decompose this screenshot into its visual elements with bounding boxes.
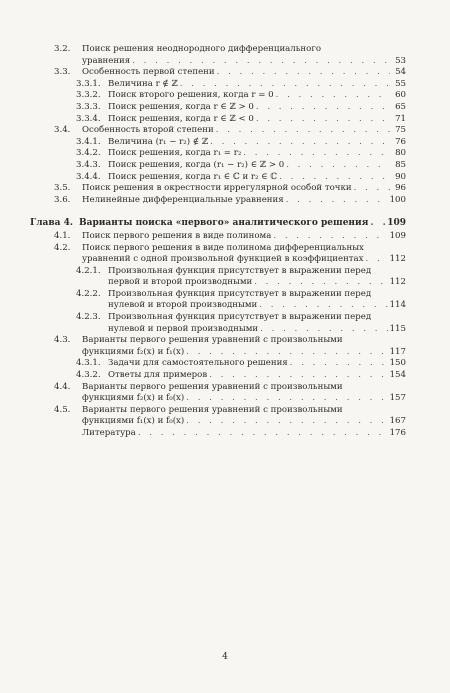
toc-entry-title-continued: первой и второй производными: [108, 277, 253, 288]
dot-leader: [370, 218, 385, 230]
toc-entry-number: 4.5.: [54, 404, 71, 415]
toc-entry-page: 117: [389, 346, 406, 357]
toc-entry-title: Литература: [82, 428, 136, 438]
page-number: 4: [222, 652, 228, 662]
dot-leader: [186, 416, 387, 428]
toc-entry-page: 100: [389, 194, 406, 205]
toc-entry-number: 3.4.2.: [76, 148, 101, 159]
toc-entry: [30, 67, 406, 79]
toc-entry: [30, 172, 406, 184]
toc-entry-page: 115: [389, 323, 406, 334]
toc-entry-number: 3.2.: [54, 44, 71, 54]
toc-entry: [30, 428, 406, 440]
table-of-contents: [30, 44, 406, 440]
dot-leader: [290, 358, 388, 370]
toc-entry: [30, 289, 406, 312]
dot-leader: [180, 79, 390, 91]
toc-entry-title: Особенность второй степени: [82, 125, 214, 136]
toc-entry-page: 54: [395, 67, 406, 78]
toc-entry-title: Величина r ∉ ℤ: [108, 78, 178, 89]
dot-leader: [243, 148, 390, 160]
toc-entry-number: 3.3.2.: [76, 90, 101, 101]
toc-entry-title: Ответы для примеров: [108, 370, 208, 381]
toc-entry-page: 167: [389, 416, 406, 427]
toc-entry-title: Поиск решения, когда r₁ = r₂: [108, 148, 242, 159]
toc-entry-page: 109: [387, 218, 406, 229]
toc-entry: [30, 125, 406, 137]
toc-entry: [30, 243, 406, 266]
toc-entry-number: Глава 4.: [30, 218, 74, 229]
toc-entry-title-continued: уравнений с одной произвольной функцией в коэффициентах: [82, 254, 364, 265]
dot-leader: [138, 428, 388, 440]
toc-entry-page: 80: [395, 148, 406, 159]
toc-entry: [30, 160, 406, 172]
toc-entry-page: 53: [395, 55, 406, 66]
toc-entry-title: Варианты первого решения уравнений с произвольными: [82, 381, 343, 392]
dot-leader: [217, 67, 390, 79]
toc-entry-title: Варианты поиска «первого» аналитического решения: [79, 218, 369, 229]
dot-leader: [186, 347, 387, 359]
toc-entry-title-continued: нулевой и второй производными: [108, 300, 258, 311]
toc-entry-number: 3.3.3.: [76, 101, 101, 112]
dot-leader: [260, 324, 387, 336]
toc-entry-page: 85: [395, 159, 406, 170]
toc-entry-title-continued: функциями f₂(x) и f₀(x): [82, 393, 185, 404]
dot-leader: [286, 160, 390, 172]
toc-entry: [30, 102, 406, 114]
dot-leader: [273, 231, 387, 243]
toc-entry-number: 4.3.1.: [76, 358, 101, 369]
toc-entry-page: 96: [395, 183, 406, 194]
toc-entry: [30, 79, 406, 91]
toc-entry-number: 3.4.4.: [76, 171, 101, 182]
dot-leader: [254, 277, 387, 289]
toc-entry-page: 112: [389, 277, 406, 288]
toc-entry-number: 4.3.: [54, 335, 71, 346]
toc-entry-page: 157: [389, 393, 406, 404]
toc-entry-number: 4.2.1.: [76, 265, 101, 276]
toc-entry: [30, 266, 406, 289]
toc-entry-page: 60: [395, 90, 406, 101]
toc-entry-number: 3.4.: [54, 125, 71, 136]
toc-entry-page: 55: [395, 78, 406, 89]
toc-entry-number: 4.2.2.: [76, 288, 101, 299]
toc-entry-title: Поиск второго решения, когда r = 0: [108, 90, 274, 101]
toc-entry-title: Произвольная функция присутствует в выражении перед: [108, 288, 372, 299]
toc-entry: [30, 195, 406, 207]
toc-entry-number: 4.2.: [54, 242, 71, 253]
dot-leader: [256, 114, 390, 126]
toc-entry-title: Поиск решения, когда r ∈ ℤ < 0: [108, 113, 254, 124]
toc-entry: [30, 44, 406, 67]
toc-entry-page: 65: [395, 101, 406, 112]
toc-entry-title: Поиск решения неоднородного дифференциального: [82, 44, 322, 54]
toc-entry-title: Произвольная функция присутствует в выражении перед: [108, 265, 372, 276]
toc-entry-title-continued: нулевой и первой производными: [108, 323, 259, 334]
dot-leader: [354, 183, 390, 195]
dot-leader: [276, 90, 390, 102]
toc-entry-page: 76: [395, 136, 406, 147]
dot-leader: [366, 254, 388, 266]
toc-entry-page: 75: [395, 125, 406, 136]
toc-entry-title: Произвольная функция присутствует в выражении перед: [108, 312, 372, 323]
toc-entry-title-continued: функциями f₁(x) и f₀(x): [82, 416, 185, 427]
toc-entry: [30, 405, 406, 428]
toc-entry-number: 3.5.: [54, 183, 71, 194]
toc-entry-title: Варианты первого решения уравнений с произвольными: [82, 404, 343, 415]
toc-entry-title: Нелинейные дифференциальные уравнения: [82, 194, 284, 205]
toc-entry-title: Поиск решения, когда r ∈ ℤ > 0: [108, 101, 254, 112]
toc-entry-title: Поиск первого решения в виде полинома: [82, 230, 272, 241]
toc-entry-title: Поиск первого решения в виде полинома дифференциальных: [82, 242, 364, 253]
toc-entry: [30, 114, 406, 126]
toc-entry: [30, 312, 406, 335]
toc-entry-title: Величина (r₁ − r₂) ∉ ℤ: [108, 136, 209, 147]
toc-entry-number: 3.4.1.: [76, 136, 101, 147]
toc-entry-number: 3.3.1.: [76, 78, 101, 89]
dot-leader: [256, 102, 390, 114]
toc-entry-title: Задачи для самостоятельного решения: [108, 358, 288, 369]
dot-leader: [210, 137, 390, 149]
toc-entry: [30, 370, 406, 382]
toc-entry-page: 112: [389, 254, 406, 265]
toc-entry-number: 3.6.: [54, 194, 71, 205]
toc-entry-number: 4.4.: [54, 381, 71, 392]
toc-entry-page: 154: [389, 370, 406, 381]
toc-entry: [30, 183, 406, 195]
toc-entry-number: 3.4.3.: [76, 159, 101, 170]
toc-entry-title-continued: уравнения: [82, 55, 131, 66]
toc-entry: [30, 137, 406, 149]
toc-entry: [30, 90, 406, 102]
toc-entry-page: 90: [395, 171, 406, 182]
toc-entry-title: Поиск решения в окрестности иррегулярной особой точки: [82, 183, 352, 194]
toc-entry-page: 150: [389, 358, 406, 369]
toc-entry: [30, 335, 406, 358]
toc-entry-number: 4.1.: [54, 230, 71, 241]
toc-entry-page: 176: [389, 428, 406, 438]
toc-entry-number: 3.3.: [54, 67, 71, 78]
toc-entry-title: Поиск решения, когда r₁ ∈ ℂ и r₂ ∈ ℂ: [108, 171, 278, 182]
toc-entry: [30, 148, 406, 160]
dot-leader: [186, 393, 387, 405]
toc-entry: [30, 231, 406, 243]
toc-entry: [30, 358, 406, 370]
dot-leader: [132, 56, 390, 68]
toc-entry-title: Варианты первого решения уравнений с произвольными: [82, 335, 343, 346]
toc-entry-page: 71: [395, 113, 406, 124]
dot-leader: [259, 300, 387, 312]
toc-entry-number: 4.3.2.: [76, 370, 101, 381]
dot-leader: [216, 125, 390, 137]
dot-leader: [286, 195, 388, 207]
toc-chapter: [30, 218, 406, 230]
toc-entry-title: Особенность первой степени: [82, 67, 215, 78]
toc-entry-title: Поиск решения, когда (r₁ − r₂) ∈ ℤ > 0: [108, 159, 285, 170]
toc-entry-title-continued: функциями f₂(x) и f₁(x): [82, 346, 185, 357]
toc-entry: [30, 382, 406, 405]
toc-entry-number: 3.3.4.: [76, 113, 101, 124]
dot-leader: [209, 370, 387, 382]
toc-entry-number: 4.2.3.: [76, 312, 101, 323]
dot-leader: [279, 172, 390, 184]
toc-entry-page: 109: [389, 230, 406, 241]
toc-entry-page: 114: [389, 300, 406, 311]
